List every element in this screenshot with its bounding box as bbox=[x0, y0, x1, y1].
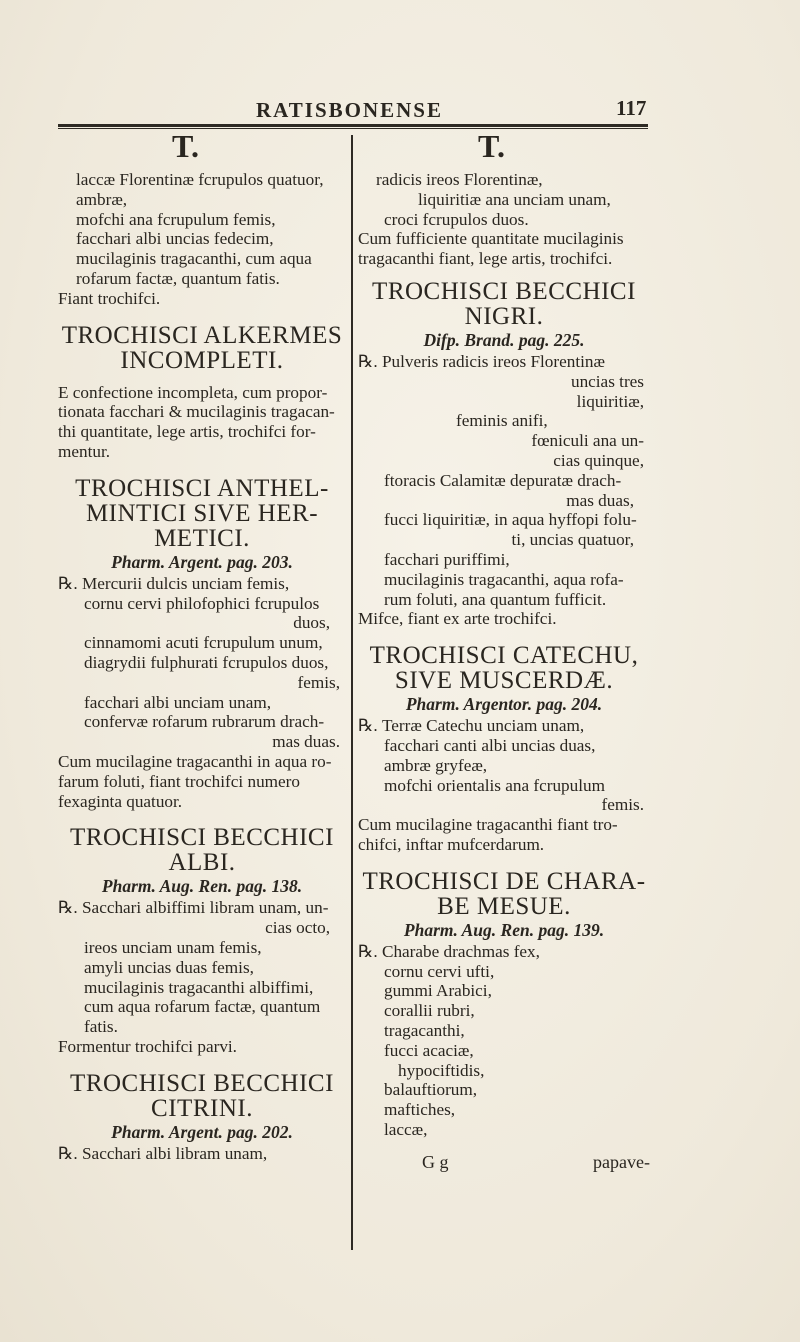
text-line: croci fcrupulos duos. bbox=[384, 209, 529, 229]
recipe-title: METICI. bbox=[154, 524, 250, 552]
text-line: hypociftidis, bbox=[398, 1060, 485, 1080]
text-line: confervæ rofarum rubrarum drach- bbox=[84, 712, 325, 732]
text-line: fexaginta quatuor. bbox=[58, 791, 183, 811]
section-letter-right: T. bbox=[478, 128, 505, 164]
text-line: mofchi orientalis ana fcrupulum bbox=[384, 775, 605, 795]
text-line: mofchi ana fcrupulum femis, bbox=[76, 209, 276, 229]
text-line: mentur. bbox=[58, 441, 111, 461]
recipe-reference: Pharm. Argent. pag. 203. bbox=[111, 551, 293, 572]
recipe-sign: ℞. bbox=[58, 898, 78, 918]
recipe-reference: Pharm. Aug. Ren. pag. 138. bbox=[101, 876, 303, 897]
recipe-alkermes bbox=[58, 323, 346, 462]
text-line: thi quantitate, lege artis, trochifci for- bbox=[58, 422, 316, 442]
text-line: mucilaginis tragacanthi, aqua rofa- bbox=[384, 569, 624, 589]
recipe-becchici-nigri bbox=[358, 279, 650, 629]
text-line: ambræ, bbox=[76, 189, 128, 209]
text-line: chifci, inftar mufcerdarum. bbox=[358, 834, 545, 854]
recipe-catechu bbox=[358, 643, 650, 855]
text-line: mas duas, bbox=[566, 490, 634, 510]
text-line: tragacanthi fiant, lege artis, trochifci. bbox=[358, 249, 613, 269]
text-line: liquiritiæ ana unciam unam, bbox=[418, 189, 611, 209]
text-line: fœniculi ana un- bbox=[531, 431, 644, 451]
header-rule bbox=[58, 124, 648, 127]
text-line: Charabe drachmas fex, bbox=[382, 941, 540, 961]
recipe-title: MINTICI SIVE HER- bbox=[85, 499, 319, 527]
text-line: feminis anifi, bbox=[456, 411, 548, 431]
text-line: duos, bbox=[293, 613, 330, 633]
text-line: E confectione incompleta, cum propor- bbox=[58, 382, 328, 402]
text-line: cornu cervi ufti, bbox=[384, 961, 495, 981]
recipe-reference: Pharm. Argent. pag. 202. bbox=[111, 1121, 293, 1142]
recipe-sign: ℞. bbox=[358, 351, 378, 371]
recipe-sign: ℞. bbox=[58, 573, 78, 593]
header-rule-thin bbox=[58, 128, 648, 129]
recipe-title: TROCHISCI ANTHEL- bbox=[75, 474, 329, 502]
text-line: Cum fufficiente quantitate mucilaginis bbox=[358, 229, 624, 249]
text-line: Cum mucilagine tragacanthi in aqua ro- bbox=[58, 751, 332, 771]
page-footer bbox=[358, 1150, 650, 1174]
section-letter-left: T. bbox=[172, 128, 199, 164]
text-line: maftiches, bbox=[384, 1100, 456, 1120]
text-line: cias quinque, bbox=[553, 450, 644, 470]
signature-mark: G g bbox=[422, 1151, 449, 1172]
recipe-title: SIVE MUSCERDÆ. bbox=[394, 667, 614, 695]
text-line: facchari canti albi uncias duas, bbox=[384, 735, 596, 755]
text-line: facchari puriffimi, bbox=[384, 549, 510, 569]
text-line: cornu cervi philofophici fcrupulos bbox=[84, 593, 320, 613]
recipe-sign: ℞. bbox=[58, 1143, 78, 1163]
recipe-sign: ℞. bbox=[358, 716, 378, 736]
text-line: rum foluti, ana quantum fufficit. bbox=[384, 589, 607, 609]
text-line: laccæ, bbox=[384, 1119, 428, 1139]
text-line: corallii rubri, bbox=[384, 1001, 475, 1021]
page-number: 117 bbox=[616, 96, 647, 120]
text-line: Mercurii dulcis unciam femis, bbox=[82, 573, 290, 593]
text-line: farum foluti, fiant trochifci numero bbox=[58, 771, 300, 791]
recipe-title: INCOMPLETI. bbox=[120, 346, 284, 374]
text-line: Mifce, fiant ex arte trochifci. bbox=[358, 609, 557, 629]
text-line: radicis ireos Florentinæ, bbox=[376, 170, 543, 189]
text-line: Terræ Catechu unciam unam, bbox=[382, 716, 585, 736]
text-line: Fiant trochifci. bbox=[58, 288, 161, 308]
recipe-reference: Pharm. Argentor. pag. 204. bbox=[405, 694, 603, 715]
catchword: papave- bbox=[593, 1151, 650, 1172]
text-line: ti, uncias quatuor, bbox=[511, 530, 634, 550]
recipe-title: TROCHISCI CATECHU, bbox=[369, 642, 639, 670]
recipe-becchici-albi bbox=[58, 825, 346, 1056]
text-line: amyli uncias duas femis, bbox=[84, 957, 254, 977]
text-line: rofarum factæ, quantum fatis. bbox=[76, 268, 280, 288]
text-line: laccæ Florentinæ fcrupulos quatuor, bbox=[76, 170, 324, 189]
intro-block bbox=[358, 170, 650, 269]
intro-block bbox=[58, 170, 346, 309]
text-line: fucci liquiritiæ, in aqua hyffopi folu- bbox=[384, 510, 637, 530]
recipe-title: TROCHISCI ALKERMES bbox=[61, 321, 343, 349]
text-line: cias octo, bbox=[265, 918, 330, 938]
text-line: femis. bbox=[601, 795, 644, 815]
recipe-title: ALBI. bbox=[168, 849, 236, 877]
recipe-reference: Pharm. Aug. Ren. pag. 139. bbox=[403, 919, 605, 940]
recipe-becchici-citrini bbox=[58, 1071, 346, 1164]
text-line: fucci acaciæ, bbox=[384, 1040, 474, 1060]
text-line: diagrydii fulphurati fcrupulos duos, bbox=[84, 652, 329, 672]
recipe-anthelmintici bbox=[58, 476, 346, 812]
text-line: ambræ gryfeæ, bbox=[384, 755, 488, 775]
recipe-reference: Difp. Brand. pag. 225. bbox=[423, 329, 585, 350]
recipe-title: TROCHISCI BECCHICI bbox=[372, 277, 636, 305]
text-line: facchari albi uncias fedecim, bbox=[76, 229, 274, 249]
text-line: balauftiorum, bbox=[384, 1080, 478, 1100]
text-line: cinnamomi acuti fcrupulum unum, bbox=[84, 633, 323, 653]
text-line: femis, bbox=[297, 672, 340, 692]
text-line: fatis. bbox=[84, 1017, 118, 1037]
text-line: mucilaginis tragacanthi albiffimi, bbox=[84, 977, 314, 997]
left-column bbox=[58, 170, 346, 1164]
recipe-title: NIGRI. bbox=[464, 302, 544, 330]
running-title: RATISBONENSE bbox=[256, 98, 443, 122]
column-divider bbox=[351, 135, 353, 1250]
text-line: Formentur trochifci parvi. bbox=[58, 1036, 237, 1056]
recipe-charabe bbox=[358, 869, 650, 1140]
text-line: facchari albi unciam unam, bbox=[84, 692, 272, 712]
recipe-title: BE MESUE. bbox=[437, 892, 571, 920]
text-line: Pulveris radicis ireos Florentinæ bbox=[382, 351, 605, 371]
right-column bbox=[358, 170, 650, 1174]
recipe-title: TROCHISCI DE CHARA- bbox=[362, 867, 646, 895]
text-line: tionata facchari & mucilaginis tragacan- bbox=[58, 402, 335, 422]
text-line: gummi Arabici, bbox=[384, 981, 492, 1001]
text-line: mucilaginis tragacanthi, cum aqua bbox=[76, 249, 312, 269]
text-line: tragacanthi, bbox=[384, 1020, 465, 1040]
text-line: ireos unciam unam femis, bbox=[84, 937, 262, 957]
text-line: liquiritiæ, bbox=[576, 391, 644, 411]
text-line: ftoracis Calamitæ depuratæ drach- bbox=[384, 470, 622, 490]
text-line: uncias tres bbox=[570, 371, 644, 391]
recipe-title: CITRINI. bbox=[151, 1094, 253, 1122]
text-line: mas duas. bbox=[272, 732, 340, 752]
text-line: cum aqua rofarum factæ, quantum bbox=[84, 997, 321, 1017]
recipe-sign: ℞. bbox=[358, 941, 378, 961]
recipe-title: TROCHISCI BECCHICI bbox=[70, 824, 334, 852]
text-line: Sacchari albiffimi libram unam, un- bbox=[82, 898, 329, 918]
recipe-title: TROCHISCI BECCHICI bbox=[70, 1069, 334, 1097]
text-line: Cum mucilagine tragacanthi fiant tro- bbox=[358, 815, 618, 835]
text-line: Sacchari albi libram unam, bbox=[82, 1143, 268, 1163]
